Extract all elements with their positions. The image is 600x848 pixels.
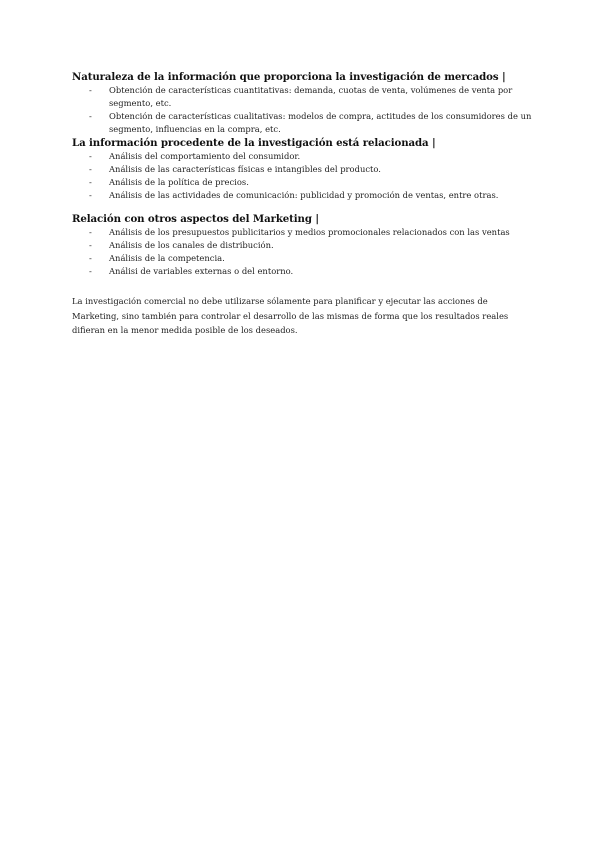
dash-bullet: - (89, 240, 92, 250)
dash-bullet: - (89, 151, 92, 161)
list-item (72, 110, 532, 136)
list-item (72, 150, 532, 163)
document-page (72, 70, 532, 346)
list-item-text: Análisis de los presupuestos publicitarios y medios promocionales relacionados con las ventas (109, 227, 510, 237)
dash-bullet: - (89, 164, 92, 174)
list-item-text: Análisis de los canales de distribución. (109, 240, 274, 250)
list-item (72, 176, 532, 189)
bullet-list (72, 150, 532, 202)
bullet-list (72, 226, 532, 278)
list-item-text: Análisi de variables externas o del entorno. (109, 266, 294, 276)
dash-bullet: - (89, 190, 92, 200)
section-heading: La información procedente de la investigación está relacionada | (72, 137, 436, 149)
section-naturaleza (72, 70, 532, 136)
dash-bullet: - (89, 253, 92, 263)
section-relacion (72, 212, 532, 278)
list-item (72, 265, 532, 278)
dash-bullet: - (89, 85, 92, 95)
list-item (72, 163, 532, 176)
list-item (72, 252, 532, 265)
section-heading: Relación con otros aspectos del Marketing | (72, 213, 319, 225)
dash-bullet: - (89, 227, 92, 237)
list-item-text: Obtención de características cualitativas: modelos de compra, actitudes de los consumidores de un segmento, influencias en la compra, etc. (109, 111, 532, 134)
dash-bullet: - (89, 266, 92, 276)
list-item (72, 226, 532, 239)
section-heading: Naturaleza de la información que proporciona la investigación de mercados | (72, 71, 506, 83)
list-item-text: Análisis del comportamiento del consumidor. (109, 151, 301, 161)
closing-paragraph: La investigación comercial no debe utilizarse sólamente para planificar y ejecutar las acciones de Marketing, sino también para controlar el desarrollo de las mismas de forma que los resultados reales difieran en la menor medida posible de los deseados. (72, 296, 509, 335)
dash-bullet: - (89, 177, 92, 187)
list-item-text: Análisis de las actividades de comunicación: publicidad y promoción de ventas, entre otras. (109, 190, 499, 200)
list-item (72, 239, 532, 252)
dash-bullet: - (89, 111, 92, 121)
bullet-list (72, 84, 532, 136)
list-item-text: Análisis de la competencia. (109, 253, 225, 263)
list-item-text: Obtención de características cuantitativas: demanda, cuotas de venta, volúmenes de venta por segmento, etc. (109, 85, 513, 108)
list-item-text: Análisis de las características físicas e intangibles del producto. (109, 164, 381, 174)
list-item (72, 189, 532, 202)
section-informacion (72, 136, 532, 202)
list-item (72, 84, 532, 110)
list-item-text: Análisis de la política de precios. (109, 177, 249, 187)
